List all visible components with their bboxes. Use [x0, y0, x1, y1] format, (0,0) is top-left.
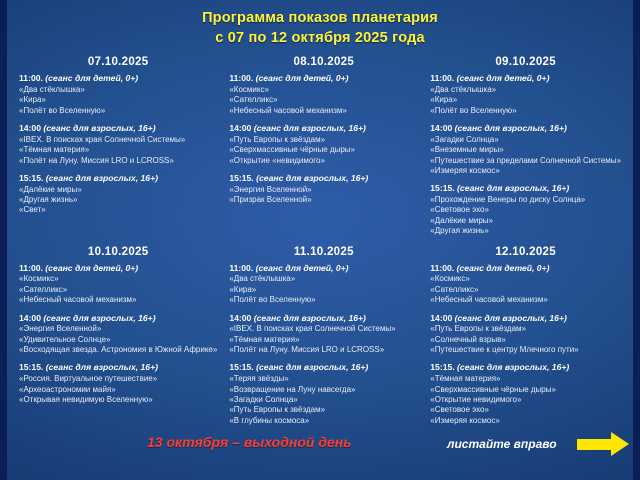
session-audience: (сеанс для взрослых, 16+) — [43, 123, 156, 134]
session-header — [430, 123, 621, 134]
session-audience: (сеанс для детей, 0+) — [255, 262, 349, 273]
film-title: «Сверхмассивные чёрные дыры» — [229, 145, 356, 155]
film-title: «Полёт на Луну. Миссия LRO и LCROSS» — [19, 155, 174, 165]
session-audience: (сеанс для взрослых, 16+) — [43, 312, 156, 323]
film-title: «Загадки Солнца» — [430, 134, 499, 144]
film-title: «В глубины космоса» — [229, 415, 310, 425]
session-block — [430, 362, 621, 426]
film-title: «Тёмная материя» — [19, 145, 90, 155]
session-time: 15:15. — [430, 362, 455, 373]
film-title: «Другая жизнь» — [430, 226, 489, 236]
session-header — [430, 313, 621, 324]
film-title: «Полёт во Вселенную» — [430, 105, 517, 115]
film-title: «Кира» — [430, 95, 458, 105]
session-time: 14:00 — [229, 312, 252, 323]
session-audience: (сеанс для детей, 0+) — [456, 262, 550, 273]
session-block — [430, 183, 621, 236]
film-title: «Небесный часовой механизм» — [430, 295, 548, 305]
session-time: 11:00. — [19, 262, 43, 273]
film-title: «Небесный часовой механизм» — [229, 105, 347, 115]
film-title: «Прохождение Венеры по диску Солнца» — [430, 195, 586, 205]
film-title: «Путешествие к центру Млечного пути» — [430, 345, 579, 355]
title-line-2: с 07 по 12 октября 2025 года — [215, 29, 425, 46]
session-time: 15:15. — [229, 172, 254, 183]
session-header — [430, 362, 621, 373]
film-title: «Археоастрономии майя» — [19, 384, 116, 394]
session-audience: (сеанс для взрослых, 16+) — [457, 362, 570, 373]
film-title: «Загадки Солнца» — [229, 394, 298, 404]
film-title: «Кира» — [19, 95, 46, 105]
film-title: «Возвращение на Луну навсегда» — [229, 384, 356, 394]
film-title: «Тёмная материя» — [229, 334, 300, 344]
session-block — [229, 123, 418, 166]
film-title: «Полёт во Вселенную» — [19, 105, 106, 115]
session-time: 15:15. — [19, 362, 44, 373]
session-header — [229, 173, 418, 184]
film-title: «Космикс» — [430, 274, 470, 284]
film-title: «IBEX. В поисках края Солнечной Системы» — [229, 324, 396, 334]
session-audience: (сеанс для детей, 0+) — [255, 73, 349, 84]
film-title: «Сателликс» — [229, 95, 278, 105]
session-block — [19, 313, 217, 356]
film-title: «Измеряя космос» — [430, 415, 500, 425]
day-date: 09.10.2025 — [495, 56, 556, 69]
session-header — [229, 73, 418, 84]
film-title: «Призрак Вселенной» — [229, 195, 312, 205]
session-time: 11:00. — [19, 73, 43, 84]
film-title: «Сателликс» — [430, 284, 479, 294]
session-time: 11:00. — [430, 73, 455, 84]
session-header — [229, 123, 418, 134]
session-header — [430, 263, 621, 274]
schedule-grid — [7, 56, 633, 435]
session-time: 14:00 — [430, 123, 453, 134]
session-header — [19, 263, 217, 274]
session-time: 11:00. — [430, 262, 455, 273]
swipe-hint: листайте вправо — [447, 437, 557, 451]
day-date: 12.10.2025 — [495, 245, 556, 258]
day-date: 08.10.2025 — [293, 56, 355, 69]
session-header — [19, 123, 217, 134]
session-header — [19, 362, 217, 373]
film-title: «Путешествие за пределами Солнечной Системы» — [430, 155, 621, 165]
session-block — [229, 362, 418, 426]
day-column — [13, 56, 223, 246]
session-time: 14:00 — [19, 312, 41, 323]
film-title: «Путь Европы к звёздам» — [229, 134, 326, 144]
session-block — [19, 123, 217, 166]
film-title: «Открывая невидимую Вселенную» — [19, 394, 153, 404]
session-block — [430, 123, 621, 176]
session-time: 11:00. — [229, 262, 254, 273]
session-audience: (сеанс для взрослых, 16+) — [45, 362, 158, 373]
title-line-1: Программа показов планетария — [202, 10, 438, 26]
film-title: «Путь Европы к звёздам» — [430, 324, 526, 334]
session-header — [229, 263, 418, 274]
day-column — [223, 56, 424, 246]
session-header — [430, 183, 621, 194]
session-header — [19, 313, 217, 324]
session-time: 14:00 — [430, 312, 453, 323]
session-audience: (сеанс для детей, 0+) — [45, 73, 139, 84]
film-title: «Тёмная материя» — [430, 374, 501, 384]
session-time: 14:00 — [229, 123, 252, 134]
film-title: «Кира» — [229, 284, 257, 294]
film-title: «Открытие невидимого» — [430, 394, 522, 404]
film-title: «Космикс» — [19, 274, 59, 284]
session-audience: (сеанс для взрослых, 16+) — [256, 362, 369, 373]
session-audience: (сеанс для взрослых, 16+) — [454, 312, 567, 323]
film-title: «Два стёклышка» — [19, 84, 85, 94]
session-block — [229, 173, 418, 206]
film-title: «Открытие «невидимого» — [229, 155, 325, 165]
film-title: «Далёкие миры» — [19, 184, 82, 194]
session-time: 15:15. — [19, 172, 44, 183]
film-title: «Два стёклышка» — [430, 84, 497, 94]
film-title: «Энергия Вселенной» — [19, 324, 102, 334]
film-title: «Свет» — [19, 205, 46, 215]
film-title: «Световое эхо» — [430, 205, 489, 215]
day-column — [424, 246, 627, 436]
film-title: «Сателликс» — [19, 284, 68, 294]
session-audience: (сеанс для детей, 0+) — [45, 262, 139, 273]
poster-footer — [7, 430, 633, 464]
film-title: «Путь Европы к звёздам» — [229, 405, 326, 415]
day-column — [223, 246, 424, 436]
poster-title — [7, 0, 633, 48]
session-time: 11:00. — [229, 73, 254, 84]
session-audience: (сеанс для детей, 0+) — [456, 73, 550, 84]
day-date: 11.10.2025 — [293, 245, 354, 258]
film-title: «Энергия Вселенной» — [229, 184, 312, 194]
session-block — [229, 263, 418, 306]
session-header — [19, 73, 217, 84]
session-block — [19, 362, 217, 405]
session-audience: (сеанс для взрослых, 16+) — [253, 312, 366, 323]
film-title: «Теряя звёзды» — [229, 374, 289, 384]
session-audience: (сеанс для взрослых, 16+) — [454, 123, 567, 134]
film-title: «IBEX. В поисках края Солнечной Системы» — [19, 134, 186, 144]
film-title: «Небесный часовой механизм» — [19, 295, 137, 305]
session-block — [430, 263, 621, 306]
session-block — [430, 313, 621, 356]
session-block — [19, 73, 217, 116]
film-title: «Другая жизнь» — [19, 195, 78, 205]
session-header — [19, 173, 217, 184]
session-audience: (сеанс для взрослых, 16+) — [253, 123, 366, 134]
session-block — [19, 263, 217, 306]
session-block — [229, 73, 418, 116]
session-header — [430, 73, 621, 84]
day-date: 10.10.2025 — [87, 245, 149, 258]
film-title: «Два стёклышка» — [229, 274, 296, 284]
film-title: «Россия. Виртуальное путешествие» — [19, 374, 158, 384]
session-time: 15:15. — [229, 362, 254, 373]
session-audience: (сеанс для взрослых, 16+) — [45, 172, 158, 183]
session-block — [430, 73, 621, 116]
session-block — [229, 313, 418, 356]
day-off-note: 13 октября – выходной день — [147, 434, 352, 450]
session-audience: (сеанс для взрослых, 16+) — [256, 172, 369, 183]
session-block — [19, 173, 217, 216]
film-title: «Восходящая звезда. Астрономия в Южной Африке» — [19, 345, 218, 355]
day-column — [13, 246, 223, 436]
session-header — [229, 362, 418, 373]
film-title: «Измеряя космос» — [430, 165, 500, 175]
session-time: 15:15. — [430, 183, 455, 194]
film-title: «Удивительное Солнце» — [19, 334, 111, 344]
session-time: 14:00 — [19, 123, 41, 134]
film-title: «Сверхмассивные чёрные дыры» — [430, 384, 556, 394]
session-audience: (сеанс для взрослых, 16+) — [457, 183, 570, 194]
film-title: «Полёт во Вселенную» — [229, 295, 316, 305]
film-title: «Полёт на Луну. Миссия LRO и LCROSS» — [229, 345, 385, 355]
film-title: «Внеземные миры» — [430, 145, 504, 155]
day-date: 07.10.2025 — [87, 56, 149, 69]
day-column — [424, 56, 627, 246]
film-title: «Далёкие миры» — [430, 215, 493, 225]
film-title: «Космикс» — [229, 84, 269, 94]
session-header — [229, 313, 418, 324]
film-title: «Световое эхо» — [430, 405, 489, 415]
film-title: «Солнечный взрыв» — [430, 334, 506, 344]
